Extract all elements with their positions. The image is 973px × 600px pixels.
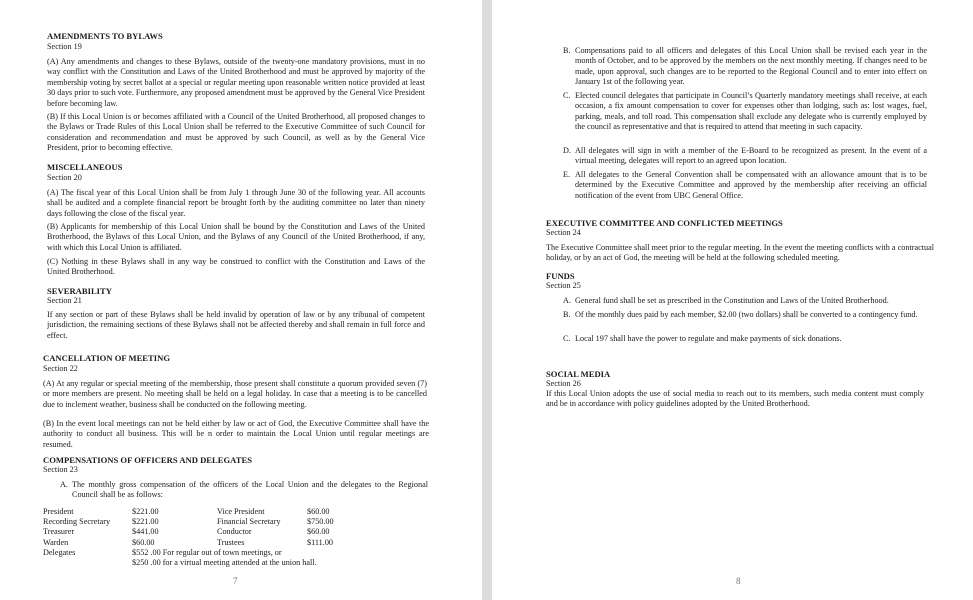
paragraph-22a: (A) At any regular or special meeting of the membership, those present shall constitute a quorum provided seven (7) or more members are present. No meeting shall be held on a legal holiday. In case that a meeting is to be cancelled due to inclement weather, business shall be conducted on the following meeting. xyxy=(43,379,427,409)
heading-executive-committee: EXECUTIVE COMMITTEE AND CONFLICTED MEETINGS xyxy=(546,218,783,228)
delegates-amount-regular: $552 .00 For regular out of town meetings, or xyxy=(132,547,282,557)
paragraph-24: The Executive Committee shall meet prior to the regular meeting. In the event the meeting conflicts with a contractual holiday, or by an act of God, the meeting will be held at the following scheduled meeting. xyxy=(546,243,934,263)
compensation-item-b xyxy=(563,46,927,88)
section-20: Section 20 xyxy=(47,173,82,182)
heading-miscellaneous: MISCELLANEOUS xyxy=(47,162,123,172)
list-item-text: Compensations paid to all officers and delegates of this Local Union shall be revised each year in the month of October, and to be approved by the members on the next monthly meeting. If changes need to be made, upon approval, such changes are to be reported to the Regional Council and to enter into effect on January 1st of the following year. xyxy=(575,46,927,87)
list-item-text: Local 197 shall have the power to regulate and make payments of sick donations. xyxy=(575,334,842,343)
officer-label: Trustees xyxy=(217,537,245,547)
section-24: Section 24 xyxy=(546,228,581,237)
paragraph-20c: (C) Nothing in these Bylaws shall in any way be construed to conflict with the Constitution and Laws of the United Brotherhood. xyxy=(47,257,425,277)
officer-amount: $60.00 xyxy=(132,537,155,547)
list-marker: B. xyxy=(563,46,571,55)
page-7 xyxy=(0,0,482,600)
table-row xyxy=(43,517,334,527)
heading-cancellation: CANCELLATION OF MEETING xyxy=(43,353,171,363)
funds-item-c xyxy=(563,334,927,344)
officer-amount: $60.00 xyxy=(307,507,330,516)
officer-amount: $750.00 xyxy=(307,517,334,527)
funds-item-a xyxy=(563,296,927,306)
paragraph-19b: (B) If this Local Union is or becomes affiliated with a Council of the United Brotherhood, all proposed changes to the Bylaws or Trade Rules of this Local Union shall be referred to the Executive Committee of such Council for consideration and recommendation and must be approved by such Council, as well as by the General Vice President, prior to becoming effective. xyxy=(47,112,425,153)
table-row xyxy=(43,558,334,568)
table-row xyxy=(43,507,334,517)
section-21: Section 21 xyxy=(47,296,82,305)
delegates-amount-virtual: $250 .00 for a virtual meeting attended at the union hall. xyxy=(132,558,317,568)
officer-label: Financial Secretary xyxy=(217,517,281,527)
section-19: Section 19 xyxy=(47,42,82,51)
compensation-table xyxy=(43,507,334,568)
page-8 xyxy=(492,0,973,600)
paragraph-21: If any section or part of these Bylaws shall be held invalid by operation of law or by any tribunal of competent jurisdiction, the remaining sections of these Bylaws shall not be affected thereby and shall remain in full force and effect. xyxy=(47,310,425,340)
page-gutter xyxy=(482,0,492,600)
list-marker: E. xyxy=(563,170,571,179)
officer-label: Recording Secretary xyxy=(43,517,111,527)
paragraph-22b: (B) In the event local meetings can not be held either by law or act of God, the Executive Committee shall have the authority to conduct all business. This will be n order to maintain the Local Union until regular meetings are resumed. xyxy=(43,419,429,449)
table-row xyxy=(43,548,334,558)
officer-amount: $441.00 xyxy=(132,527,159,537)
section-26: Section 26 xyxy=(546,379,581,388)
officer-label: Warden xyxy=(43,537,69,547)
list-marker: A. xyxy=(60,480,68,489)
paragraph-26: If this Local Union adopts the use of social media to reach out to its members, such media content must comply and be in accordance with policy guidelines adopted by the United Brotherhood. xyxy=(546,389,924,409)
paragraph-20a: (A) The fiscal year of this Local Union shall be from July 1 through June 30 of the following year. All accounts shall be audited and a complete financial report be brought forth by the auditing committee no later than ninety days following the close of the fiscal year. xyxy=(47,188,425,218)
list-marker: C. xyxy=(563,91,571,100)
list-item-text: All delegates will sign in with a member of the E-Board to be recognized as present. In the event of a virtual meeting, delegates will report to an agreed upon location. xyxy=(575,146,927,166)
officer-label: Conductor xyxy=(217,527,252,537)
officer-amount: $60.00 xyxy=(307,527,330,537)
list-marker: D. xyxy=(563,146,571,155)
paragraph-20b: (B) Applicants for membership of this Local Union shall be bound by the Constitution and Laws of the United Brotherhood, the Bylaws of this Local Union, and the Bylaws of any Council of the United Brotherhood, if any, with which this Local Union is affiliated. xyxy=(47,222,425,252)
list-item-text: All delegates to the General Convention shall be compensated with an allowance amount that is to be determined by the Executive Committee and approved by the membership after receiving an official notification of the event from UBC General Office. xyxy=(575,170,927,200)
officer-amount: $221.00 xyxy=(132,507,159,516)
paragraph-19a: (A) Any amendments and changes to these Bylaws, outside of the twenty-one mandatory provisions, must in no way conflict with the Constitution and Laws of the United Brotherhood and must be approved by majority of the membership voting by secret ballot at a special or regular meeting upon reasonable written notice provided at least 30 days prior to such vote. Furthermore, any proposed amendment must be approved by the General Vice President before becoming law. xyxy=(47,57,425,108)
list-item-text: The monthly gross compensation of the officers of the Local Union and the delegates to the Regional Council shall be as follows: xyxy=(72,480,428,500)
compensation-item-c xyxy=(563,91,927,133)
page-number: 7 xyxy=(233,576,238,586)
list-marker: B. xyxy=(563,310,571,319)
heading-severability: SEVERABILITY xyxy=(47,286,112,296)
table-row xyxy=(43,527,334,537)
funds-item-b xyxy=(563,310,927,320)
heading-funds: FUNDS xyxy=(546,271,575,281)
officer-label: President xyxy=(43,507,74,516)
list-marker: C. xyxy=(563,334,571,343)
section-22: Section 22 xyxy=(43,364,78,373)
list-marker: A. xyxy=(563,296,571,305)
list-item-text: Elected council delegates that participate in Council’s Quarterly mandatory meetings shall receive, at each occasion, a fix amount compensation to cover for expenses other than lodging, such as: lost wages, fuel, parking, meals, and toll road. This compensation shall exclude any delegate who is currently employed by the council as representative and that is required to attend that meeting in such capacity. xyxy=(575,91,927,132)
heading-amendments: AMENDMENTS TO BYLAWS xyxy=(47,31,163,41)
compensation-item-e xyxy=(563,170,927,201)
delegates-label: Delegates xyxy=(43,547,76,557)
section-23: Section 23 xyxy=(43,465,78,474)
heading-compensations: COMPENSATIONS OF OFFICERS AND DELEGATES xyxy=(43,455,252,465)
list-item-text: Of the monthly dues paid by each member, $2.00 (two dollars) shall be converted to a contingency fund. xyxy=(575,310,918,319)
page-number: 8 xyxy=(736,576,741,586)
compensation-item-d xyxy=(563,146,927,167)
officer-amount: $111.00 xyxy=(307,537,334,547)
heading-social-media: SOCIAL MEDIA xyxy=(546,369,611,379)
officer-amount: $221.00 xyxy=(132,517,159,527)
section-25: Section 25 xyxy=(546,281,581,290)
officer-label: Treasurer xyxy=(43,527,75,537)
officer-label: Vice President xyxy=(217,507,265,516)
list-item-text: General fund shall be set as prescribed in the Constitution and Laws of the United Brotherhood. xyxy=(575,296,889,305)
compensation-item-a xyxy=(60,480,428,501)
table-row xyxy=(43,538,334,548)
